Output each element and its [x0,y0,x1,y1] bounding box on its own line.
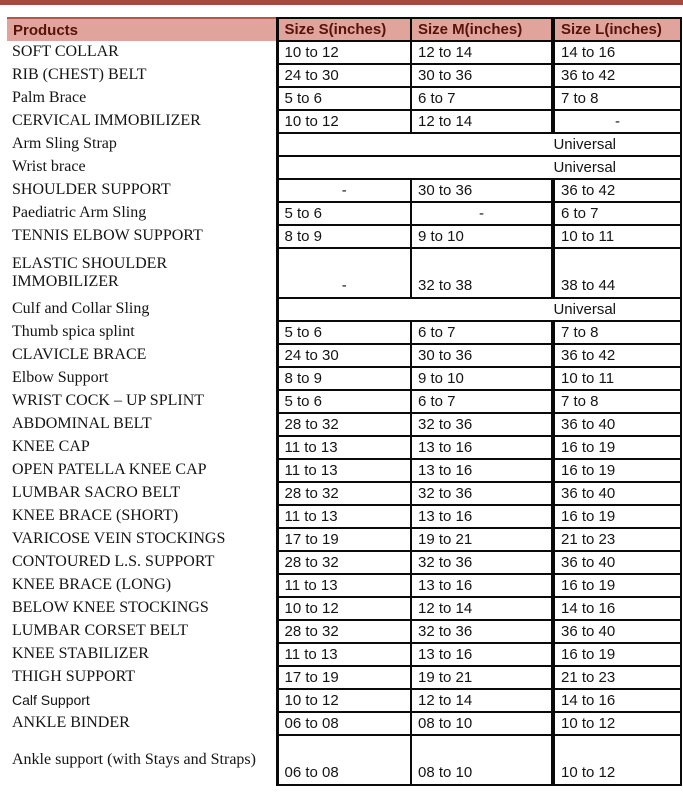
size-m-cell: 13 to 16 [411,643,553,666]
size-l-column-header: Size L(inches) [553,18,681,41]
table-row [7,413,681,436]
product-name-cell: VARICOSE VEIN STOCKINGS [12,530,226,548]
product-name-cell: Arm Sling Strap [12,135,117,153]
product-name-cell: KNEE CAP [12,438,90,456]
table-row [7,643,681,666]
size-s-cell: 10 to 12 [277,110,411,133]
size-m-cell: 9 to 10 [411,367,553,390]
size-m-cell: 13 to 16 [411,574,553,597]
product-name-cell: Thumb spica splint [12,323,135,341]
size-s-cell: 17 to 19 [277,528,411,551]
table-row [7,298,681,321]
size-s-cell: 17 to 19 [277,666,411,689]
size-l-cell: 36 to 40 [553,482,681,505]
size-l-cell: 16 to 19 [553,643,681,666]
table-row [7,225,681,248]
product-name-cell: CONTOURED L.S. SUPPORT [12,553,215,571]
size-l-cell: 10 to 12 [553,712,681,735]
table-row [7,620,681,643]
table-row [7,505,681,528]
product-name-cell: THIGH SUPPORT [12,668,136,686]
size-s-cell: 11 to 13 [277,505,411,528]
table-row [7,202,681,225]
size-l-cell: 7 to 8 [553,390,681,413]
size-m-cell: 13 to 16 [411,459,553,482]
size-m-cell: 12 to 14 [411,689,553,712]
product-name-cell: Ankle support (with Stays and Straps) [12,750,256,768]
size-s-cell: 06 to 08 [277,712,411,735]
product-name-cell: LUMBAR SACRO BELT [12,484,181,502]
table-row [7,367,681,390]
table-row [7,597,681,620]
size-m-cell: 6 to 7 [411,321,553,344]
size-s-cell: 24 to 30 [277,64,411,87]
size-s-cell: 06 to 08 [277,735,411,785]
product-name-cell: KNEE BRACE (SHORT) [12,507,179,525]
product-name-cell: ELASTIC SHOULDER IMMOBILIZER [12,254,168,290]
table-row [7,133,681,156]
size-l-cell: 21 to 23 [553,666,681,689]
size-s-cell: 11 to 13 [277,643,411,666]
size-m-cell: 30 to 36 [411,64,553,87]
universal-size-cell: Universal [277,156,681,179]
size-m-cell: 19 to 21 [411,666,553,689]
size-m-cell: 19 to 21 [411,528,553,551]
size-m-cell: 08 to 10 [411,712,553,735]
size-l-cell: 7 to 8 [553,87,681,110]
size-s-cell: 10 to 12 [277,41,411,64]
product-name-cell: ABDOMINAL BELT [12,415,152,433]
size-l-cell: 36 to 42 [553,64,681,87]
table-row [7,482,681,505]
size-m-cell: 6 to 7 [411,390,553,413]
size-s-cell: 11 to 13 [277,574,411,597]
size-s-cell: 5 to 6 [277,321,411,344]
table-row [7,735,681,785]
product-name-cell: ANKLE BINDER [12,714,130,732]
table-body [7,41,681,785]
table-row [7,41,681,64]
top-accent-bar [0,0,683,5]
table-row [7,666,681,689]
product-name-cell: BELOW KNEE STOCKINGS [12,599,209,617]
size-m-cell: 12 to 14 [411,597,553,620]
size-m-cell: - [411,202,553,225]
table-row [7,344,681,367]
size-l-cell: 36 to 40 [553,620,681,643]
size-m-cell: 12 to 14 [411,41,553,64]
header-row [7,18,681,41]
product-name-cell: KNEE BRACE (LONG) [12,576,172,594]
size-l-cell: 10 to 12 [553,735,681,785]
size-l-cell: 16 to 19 [553,459,681,482]
table-row [7,436,681,459]
size-l-cell: 14 to 16 [553,41,681,64]
product-name-cell: Palm Brace [12,89,87,107]
product-name-cell: CERVICAL IMMOBILIZER [12,112,201,130]
table-row [7,712,681,735]
size-s-cell: 28 to 32 [277,413,411,436]
size-s-cell: 28 to 32 [277,551,411,574]
size-s-cell: 28 to 32 [277,620,411,643]
size-m-cell: 32 to 36 [411,413,553,436]
table-row [7,574,681,597]
product-name-cell: TENNIS ELBOW SUPPORT [12,227,203,245]
product-name-cell: Calf Support [12,692,90,709]
size-m-cell: 13 to 16 [411,505,553,528]
size-l-cell: 21 to 23 [553,528,681,551]
size-m-cell: 12 to 14 [411,110,553,133]
size-l-cell: 10 to 11 [553,225,681,248]
size-l-cell: 6 to 7 [553,202,681,225]
size-s-cell: - [277,248,411,298]
product-name-cell: RIB (CHEST) BELT [12,66,147,84]
size-m-cell: 08 to 10 [411,735,553,785]
product-name-cell: OPEN PATELLA KNEE CAP [12,461,207,479]
table-row [7,528,681,551]
size-l-cell: 16 to 19 [553,505,681,528]
size-l-cell: 10 to 11 [553,367,681,390]
size-s-cell: - [277,179,411,202]
size-s-cell: 5 to 6 [277,390,411,413]
size-m-cell: 13 to 16 [411,436,553,459]
product-name-cell: SHOULDER SUPPORT [12,181,171,199]
size-s-column-header: Size S(inches) [277,18,411,41]
table-row [7,110,681,133]
table-row [7,248,681,298]
size-m-cell: 9 to 10 [411,225,553,248]
product-name-cell: CLAVICLE BRACE [12,346,147,364]
table-row [7,689,681,712]
products-column-header: Products [7,18,277,41]
size-l-cell: 36 to 40 [553,413,681,436]
size-m-cell: 30 to 36 [411,179,553,202]
size-m-cell: 32 to 36 [411,620,553,643]
size-l-cell: 14 to 16 [553,689,681,712]
size-s-cell: 11 to 13 [277,436,411,459]
size-l-cell: 38 to 44 [553,248,681,298]
product-name-cell: WRIST COCK – UP SPLINT [12,392,205,410]
size-s-cell: 5 to 6 [277,202,411,225]
product-name-cell: Elbow Support [12,369,109,387]
size-l-cell: 36 to 42 [553,344,681,367]
product-name-cell: LUMBAR CORSET BELT [12,622,189,640]
table-row [7,156,681,179]
product-name-cell: Wrist brace [12,158,86,176]
table-row [7,390,681,413]
size-s-cell: 8 to 9 [277,367,411,390]
size-s-cell: 10 to 12 [277,597,411,620]
size-l-cell: 16 to 19 [553,574,681,597]
table-row [7,321,681,344]
size-s-cell: 11 to 13 [277,459,411,482]
size-l-cell: 7 to 8 [553,321,681,344]
size-l-cell: 36 to 40 [553,551,681,574]
size-s-cell: 8 to 9 [277,225,411,248]
table-row [7,64,681,87]
size-l-cell: - [553,110,681,133]
universal-size-cell: Universal [277,133,681,156]
size-m-cell: 32 to 36 [411,551,553,574]
product-size-chart-table [7,17,682,786]
product-name-cell: Paediatric Arm Sling [12,204,147,222]
table-row [7,459,681,482]
size-m-cell: 32 to 38 [411,248,553,298]
table-row [7,551,681,574]
size-m-cell: 6 to 7 [411,87,553,110]
size-s-cell: 5 to 6 [277,87,411,110]
size-m-cell: 30 to 36 [411,344,553,367]
size-s-cell: 10 to 12 [277,689,411,712]
size-s-cell: 24 to 30 [277,344,411,367]
size-s-cell: 28 to 32 [277,482,411,505]
product-name-cell: Culf and Collar Sling [12,300,150,318]
universal-size-cell: Universal [277,298,681,321]
product-name-cell: SOFT COLLAR [12,43,119,61]
table-row [7,87,681,110]
product-name-cell: KNEE STABILIZER [12,645,149,663]
table-row [7,179,681,202]
size-l-cell: 14 to 16 [553,597,681,620]
size-m-cell: 32 to 36 [411,482,553,505]
size-l-cell: 16 to 19 [553,436,681,459]
size-l-cell: 36 to 42 [553,179,681,202]
size-m-column-header: Size M(inches) [411,18,553,41]
